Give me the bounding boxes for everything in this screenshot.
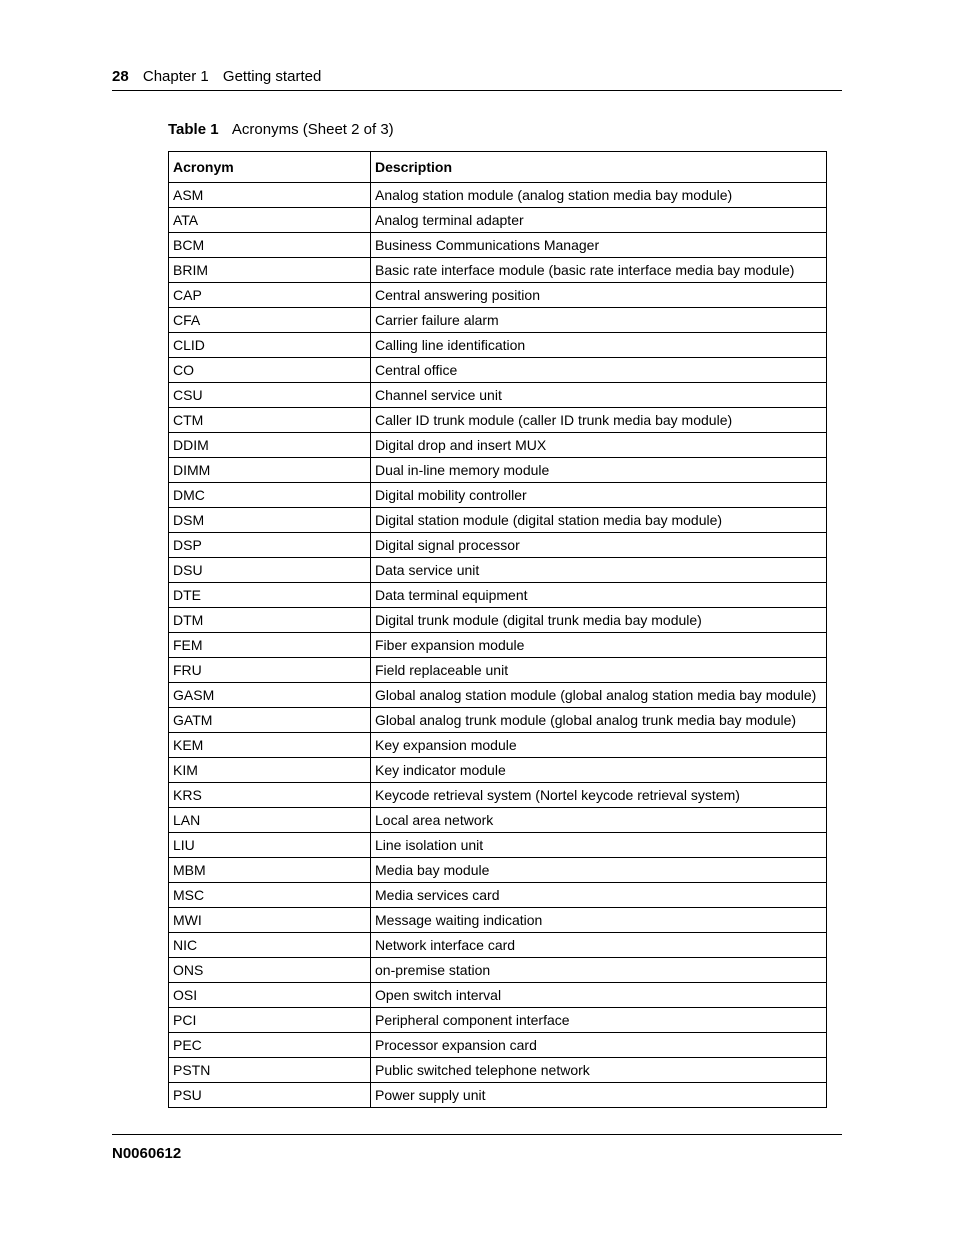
table-row	[169, 1058, 827, 1083]
acronym-cell: CLID	[169, 333, 371, 358]
table-header-row	[169, 152, 827, 183]
description-cell: Peripheral component interface	[371, 1008, 827, 1033]
column-header-description: Description	[371, 152, 827, 183]
chapter-number: Chapter 1	[142, 68, 209, 85]
description-cell: Analog station module (analog station media bay module)	[371, 183, 827, 208]
acronym-cell: GATM	[169, 708, 371, 733]
table-row	[169, 1083, 827, 1108]
description-cell: Media bay module	[371, 858, 827, 883]
description-cell: Local area network	[371, 808, 827, 833]
table-row	[169, 208, 827, 233]
column-header-acronym: Acronym	[169, 152, 371, 183]
table-caption-label: Table 1	[168, 121, 219, 138]
page-number: 28	[112, 68, 129, 85]
table-row	[169, 833, 827, 858]
page-header	[112, 68, 842, 91]
acronym-cell: ASM	[169, 183, 371, 208]
description-cell: Open switch interval	[371, 983, 827, 1008]
table-row	[169, 683, 827, 708]
table-row	[169, 658, 827, 683]
table-row	[169, 783, 827, 808]
table-row	[169, 333, 827, 358]
document-number: N0060612	[112, 1145, 182, 1162]
table-row	[169, 233, 827, 258]
description-cell: Media services card	[371, 883, 827, 908]
description-cell: Calling line identification	[371, 333, 827, 358]
table-row	[169, 558, 827, 583]
table-row	[169, 908, 827, 933]
description-cell: Key indicator module	[371, 758, 827, 783]
description-cell: Analog terminal adapter	[371, 208, 827, 233]
table-row	[169, 283, 827, 308]
acronym-cell: MSC	[169, 883, 371, 908]
description-cell: Data service unit	[371, 558, 827, 583]
acronyms-table	[168, 151, 827, 1108]
description-cell: Message waiting indication	[371, 908, 827, 933]
acronym-cell: DTM	[169, 608, 371, 633]
description-cell: Dual in-line memory module	[371, 458, 827, 483]
table-row	[169, 858, 827, 883]
table-row	[169, 983, 827, 1008]
table-row	[169, 1033, 827, 1058]
acronym-cell: LIU	[169, 833, 371, 858]
description-cell: Data terminal equipment	[371, 583, 827, 608]
acronym-cell: DTE	[169, 583, 371, 608]
description-cell: Public switched telephone network	[371, 1058, 827, 1083]
acronym-cell: DIMM	[169, 458, 371, 483]
table-row	[169, 183, 827, 208]
acronym-cell: CTM	[169, 408, 371, 433]
acronym-cell: CFA	[169, 308, 371, 333]
table-row	[169, 883, 827, 908]
description-cell: Power supply unit	[371, 1083, 827, 1108]
table-row	[169, 408, 827, 433]
table-row	[169, 458, 827, 483]
description-cell: Field replaceable unit	[371, 658, 827, 683]
acronym-cell: MWI	[169, 908, 371, 933]
table-row	[169, 583, 827, 608]
description-cell: Keycode retrieval system (Nortel keycode retrieval system)	[371, 783, 827, 808]
acronym-cell: DMC	[169, 483, 371, 508]
acronym-cell: FRU	[169, 658, 371, 683]
description-cell: Caller ID trunk module (caller ID trunk media bay module)	[371, 408, 827, 433]
table-row	[169, 608, 827, 633]
description-cell: Processor expansion card	[371, 1033, 827, 1058]
description-cell: Global analog trunk module (global analog trunk media bay module)	[371, 708, 827, 733]
acronym-cell: DSP	[169, 533, 371, 558]
description-cell: Business Communications Manager	[371, 233, 827, 258]
acronym-cell: CAP	[169, 283, 371, 308]
description-cell: Global analog station module (global analog station media bay module)	[371, 683, 827, 708]
description-cell: Network interface card	[371, 933, 827, 958]
description-cell: Digital drop and insert MUX	[371, 433, 827, 458]
description-cell: Central office	[371, 358, 827, 383]
table-row	[169, 758, 827, 783]
table-row	[169, 308, 827, 333]
description-cell: Carrier failure alarm	[371, 308, 827, 333]
acronym-cell: DSM	[169, 508, 371, 533]
description-cell: Fiber expansion module	[371, 633, 827, 658]
acronym-cell: KEM	[169, 733, 371, 758]
table-row	[169, 383, 827, 408]
table-row	[169, 508, 827, 533]
table-row	[169, 483, 827, 508]
table-row	[169, 1008, 827, 1033]
acronym-cell: PSTN	[169, 1058, 371, 1083]
table-row	[169, 933, 827, 958]
acronym-cell: PCI	[169, 1008, 371, 1033]
description-cell: Basic rate interface module (basic rate interface media bay module)	[371, 258, 827, 283]
description-cell: on-premise station	[371, 958, 827, 983]
description-cell: Line isolation unit	[371, 833, 827, 858]
page-footer	[112, 1134, 842, 1162]
acronym-cell: MBM	[169, 858, 371, 883]
acronym-cell: ATA	[169, 208, 371, 233]
description-cell: Digital trunk module (digital trunk media bay module)	[371, 608, 827, 633]
table-row	[169, 733, 827, 758]
acronym-cell: CO	[169, 358, 371, 383]
acronym-cell: KIM	[169, 758, 371, 783]
table-row	[169, 958, 827, 983]
acronym-cell: DSU	[169, 558, 371, 583]
acronym-cell: GASM	[169, 683, 371, 708]
table-row	[169, 433, 827, 458]
table-row	[169, 633, 827, 658]
acronym-cell: CSU	[169, 383, 371, 408]
acronym-cell: ONS	[169, 958, 371, 983]
chapter-title: Getting started	[222, 68, 322, 85]
acronym-cell: BRIM	[169, 258, 371, 283]
acronym-cell: LAN	[169, 808, 371, 833]
description-cell: Channel service unit	[371, 383, 827, 408]
description-cell: Digital mobility controller	[371, 483, 827, 508]
description-cell: Digital signal processor	[371, 533, 827, 558]
table-row	[169, 358, 827, 383]
table-row	[169, 708, 827, 733]
table-caption-text: Acronyms (Sheet 2 of 3)	[231, 121, 394, 138]
acronym-cell: DDIM	[169, 433, 371, 458]
acronym-cell: PEC	[169, 1033, 371, 1058]
description-cell: Key expansion module	[371, 733, 827, 758]
table-caption	[168, 121, 394, 138]
acronym-cell: BCM	[169, 233, 371, 258]
description-cell: Central answering position	[371, 283, 827, 308]
description-cell: Digital station module (digital station media bay module)	[371, 508, 827, 533]
acronym-cell: FEM	[169, 633, 371, 658]
table-row	[169, 533, 827, 558]
acronym-cell: OSI	[169, 983, 371, 1008]
acronym-cell: PSU	[169, 1083, 371, 1108]
table-row	[169, 258, 827, 283]
acronym-cell: KRS	[169, 783, 371, 808]
table-row	[169, 808, 827, 833]
acronym-cell: NIC	[169, 933, 371, 958]
table-body	[169, 183, 827, 1108]
